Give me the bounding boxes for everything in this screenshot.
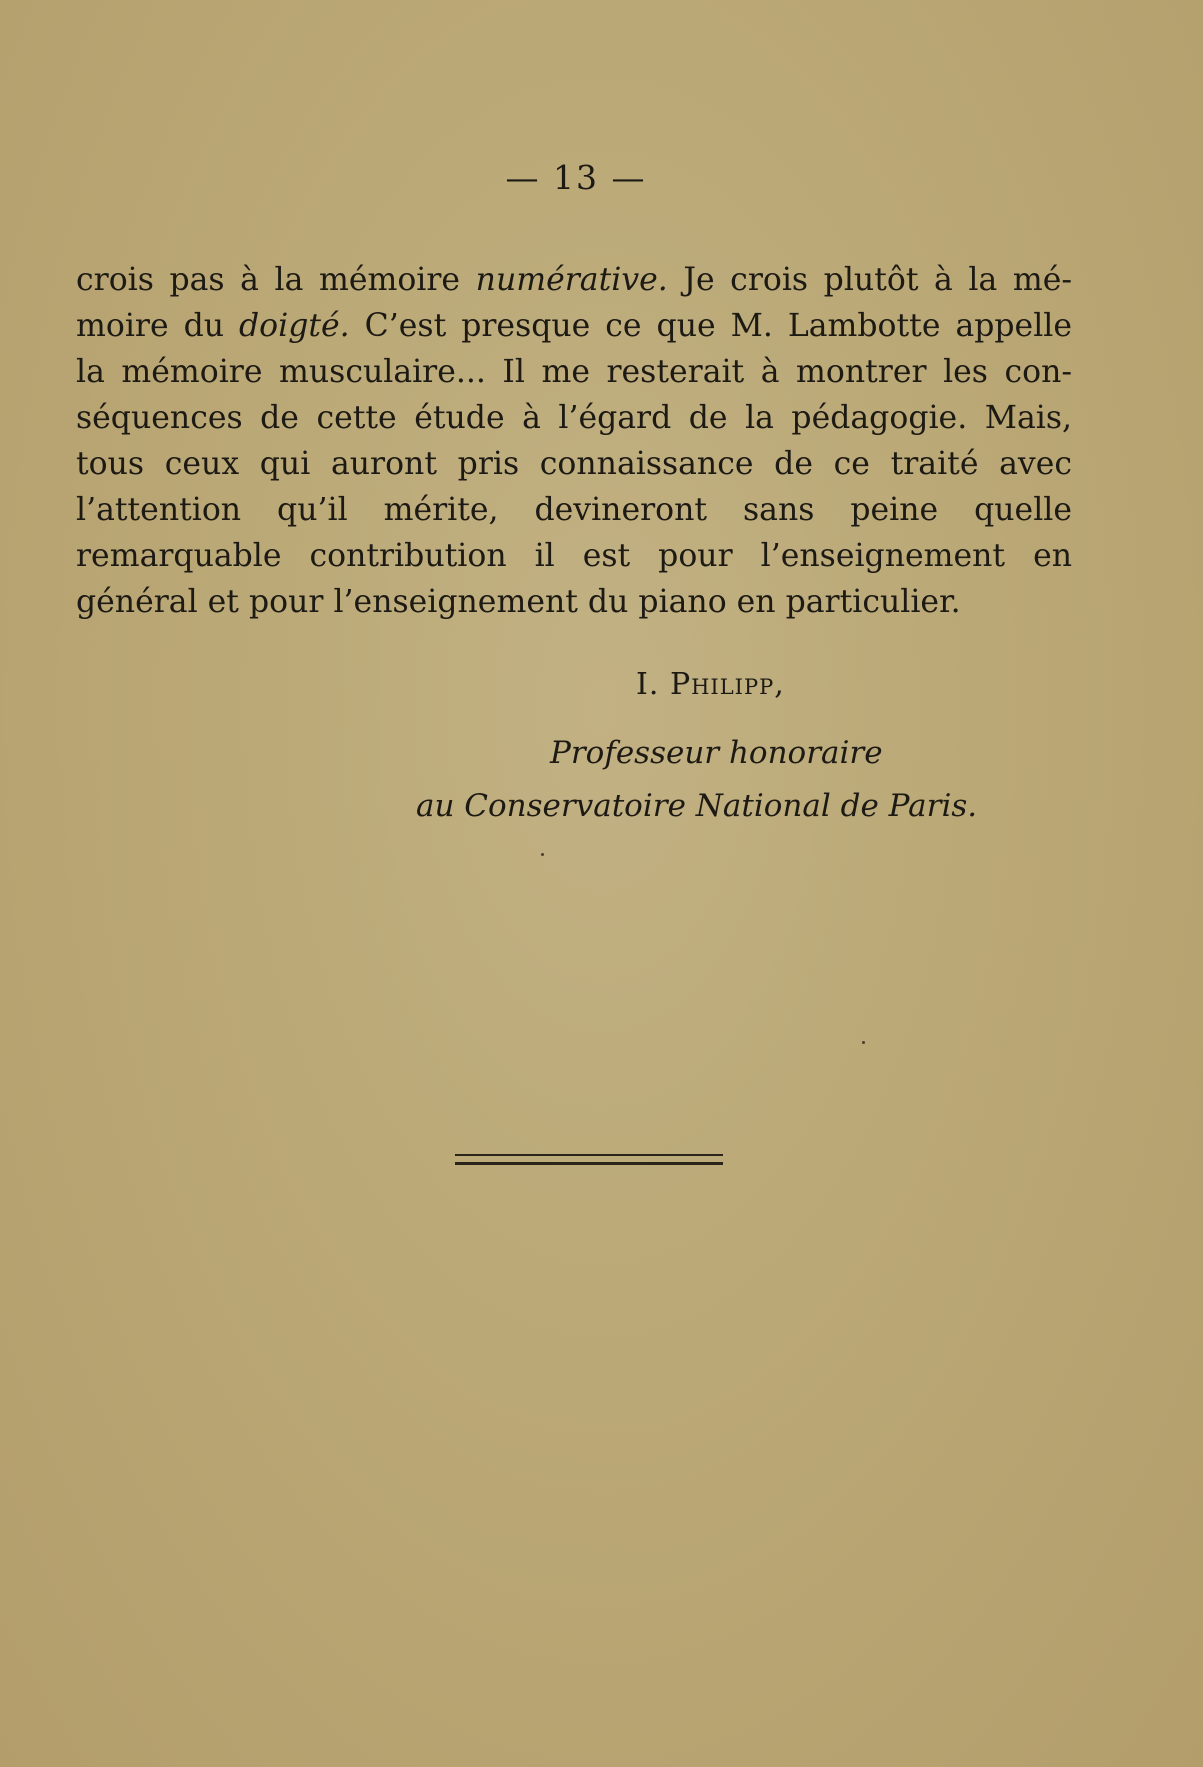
text-segment: tous ceux qui auront pris connaissance de ce traité avec bbox=[76, 446, 1072, 482]
signature-title-line2: au Conservatoire National de Paris. bbox=[416, 788, 978, 824]
text-line bbox=[76, 487, 1072, 533]
page-number: — 13 — bbox=[505, 158, 647, 197]
text-segment: la mémoire musculaire... Il me resterait à montrer les con- bbox=[76, 354, 1072, 390]
text-line bbox=[76, 441, 1072, 487]
body-paragraph bbox=[76, 257, 1072, 625]
text-line bbox=[76, 579, 1072, 625]
signature-initial: I. bbox=[636, 667, 670, 702]
end-rule bbox=[455, 1154, 723, 1156]
text-line bbox=[76, 395, 1072, 441]
end-rule bbox=[455, 1162, 723, 1165]
text-line bbox=[76, 303, 1072, 349]
text-segment: remarquable contribution il est pour l’enseignement en bbox=[76, 538, 1072, 574]
emphasis-doigte: doigté. bbox=[239, 308, 350, 344]
text-line bbox=[76, 257, 1072, 303]
signature-surname: Philipp, bbox=[669, 667, 785, 702]
text-segment: l’attention qu’il mérite, devineront sans peine quelle bbox=[76, 492, 1072, 528]
text-segment: C’est presque ce que M. Lambotte appelle bbox=[349, 308, 1072, 344]
text-segment: séquences de cette étude à l’égard de la pédagogie. Mais, bbox=[76, 400, 1072, 436]
emphasis-numerative: numérative. bbox=[475, 262, 668, 298]
ink-speck bbox=[862, 1041, 865, 1044]
text-segment: moire du bbox=[76, 308, 239, 344]
text-segment: Je crois plutôt à la mé- bbox=[667, 262, 1072, 298]
ink-speck bbox=[541, 853, 544, 856]
signature-name bbox=[636, 665, 785, 705]
text-segment: crois pas à la mémoire bbox=[76, 262, 476, 298]
text-line bbox=[76, 533, 1072, 579]
text-line bbox=[76, 349, 1072, 395]
signature-title-line1: Professeur honoraire bbox=[550, 735, 883, 771]
text-segment: général et pour l’enseignement du piano en particulier. bbox=[76, 584, 961, 620]
